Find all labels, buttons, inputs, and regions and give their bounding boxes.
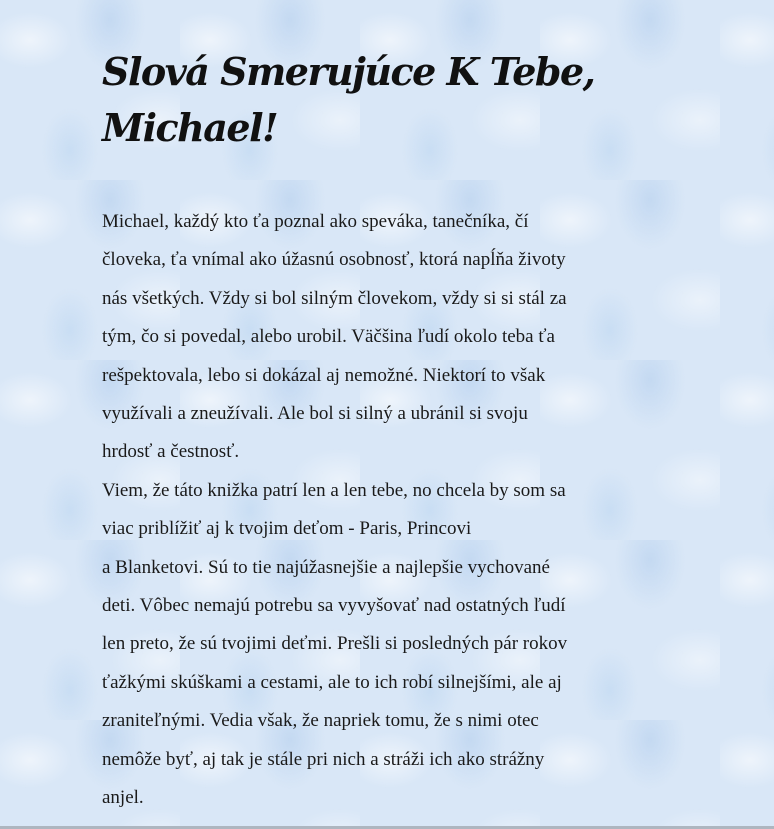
text-line: Michael, každý kto ťa poznal ako speváka, tanečníka, čí: [102, 211, 529, 232]
text-line: len preto, že sú tvojimi deťmi. Prešli si posledných pár rokov: [102, 633, 568, 655]
text-line: využívali a zneužívali. Ale bol si silný a ubránil si svoju: [102, 403, 528, 425]
paragraph: [102, 203, 662, 472]
article-body: [102, 203, 662, 818]
page-title: [102, 44, 702, 156]
text-line: človeka, ťa vnímal ako úžasnú osobnosť, ktorá napĺňa životy: [102, 249, 566, 271]
text-line: tým, čo si povedal, alebo urobil. Väčšina ľudí okolo teba ťa: [102, 326, 555, 348]
text-line: hrdosť a čestnosť.: [102, 441, 240, 463]
text-line: nemôže byť, aj tak je stále pri nich a stráži ich ako strážny: [102, 748, 545, 770]
paragraph: [102, 472, 662, 818]
text-line: zraniteľnými. Vedia však, že napriek tomu, že s nimi otec: [102, 710, 539, 732]
text-line: deti. Vôbec nemajú potrebu sa vyvyšovať nad ostatných ľudí: [102, 595, 566, 617]
text-line: viac priblížiť aj k tvojim deťom - Paris, Princovi: [102, 518, 472, 540]
text-line: ťažkými skúškami a cestami, ale to ich robí silnejšími, ale aj: [102, 671, 562, 693]
text-line: nás všetkých. Vždy si bol silným človekom, vždy si si stál za: [102, 287, 567, 309]
text-line: a Blanketovi. Sú to tie najúžasnejšie a najlepšie vychované: [102, 556, 550, 578]
text-line: anjel.: [102, 787, 144, 809]
title-line: Slová Smerujúce K Tebe,: [102, 49, 595, 94]
title-line: Michael!: [102, 105, 278, 150]
text-line: rešpektovala, lebo si dokázal aj nemožné. Niektorí to však: [102, 364, 546, 386]
text-line: Viem, že táto knižka patrí len a len tebe, no chcela by som sa: [102, 479, 566, 501]
